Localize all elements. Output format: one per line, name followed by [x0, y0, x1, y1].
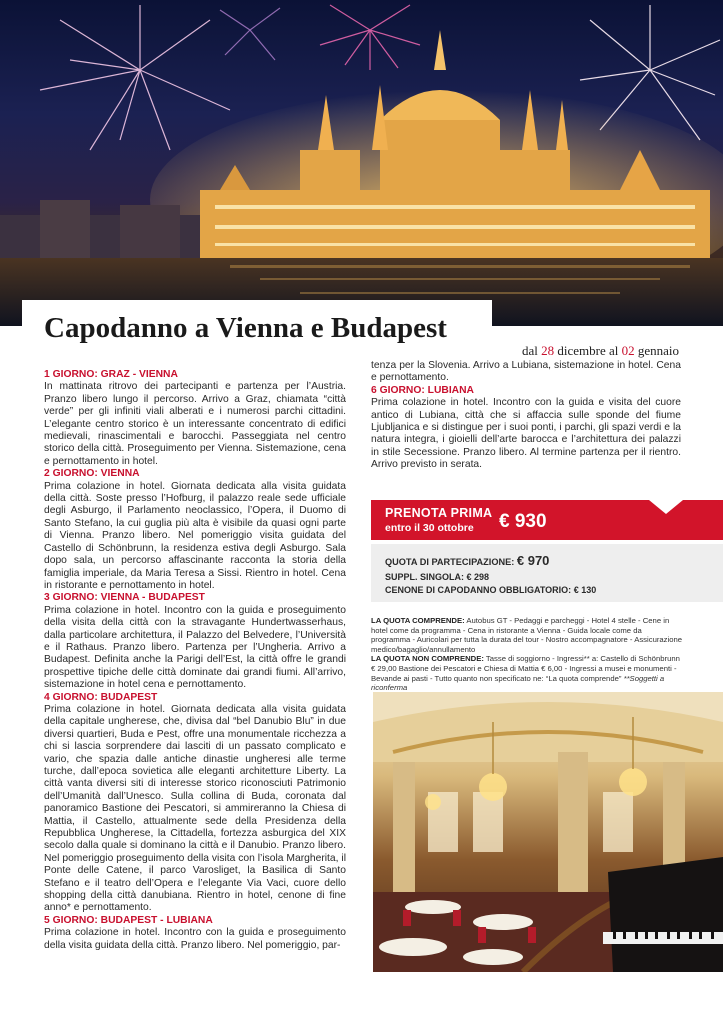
day-place: LUBIANA	[427, 384, 474, 396]
day-1	[44, 369, 346, 468]
day-label: 1 GIORNO:	[44, 369, 98, 380]
single-supplement-row	[385, 571, 489, 584]
quota-row	[385, 554, 549, 569]
day-place: BUDAPEST - LUBIANA	[100, 914, 213, 926]
early-booking-deadline: entro il 30 ottobre	[385, 522, 474, 534]
single-value: € 298	[466, 572, 490, 582]
terms-notes	[371, 616, 683, 693]
quota-label: QUOTA DI PARTECIPAZIONE:	[385, 557, 515, 567]
day-2	[44, 468, 346, 592]
day-6	[371, 385, 681, 472]
page-title: Capodanno a Vienna e Budapest	[44, 312, 447, 344]
single-label: SUPPL. SINGOLA:	[385, 572, 465, 582]
day-description: Prima colazione in hotel. Incontro con la guida e visita del cuore antico di Lubiana, città che si affaccia sulle sponde del fiume Ljubljanica e si distingue per i suoi ponti, i parchi, gli spazi verdi e la natura integra, i gioielli dell’arte barocca e l’architettura dei palazzi in stile Secessione. Pranzo libero. Al termine partenza per il rientro. Arrivo previsto in serata.	[371, 397, 681, 471]
start-month: dicembre al	[557, 343, 619, 358]
itinerary-right-column	[371, 360, 681, 472]
grand-piano	[603, 857, 723, 972]
banner-notch	[649, 500, 683, 514]
itinerary-left-column	[44, 369, 346, 952]
start-day: 28	[541, 343, 555, 358]
day-description: Prima colazione in hotel. Giornata dedicata alla visita guidata della capitale ungherese, che, divisa dal “bel Danubio Blu” in due diversi quartieri, Buda e Pest, offre una monumentale ricchezza a chi si lascia sorprendere dai lasciti di un passato complicato e vario, che spazia dalle antiche dinastie ungheresi alle terme turche, dall’epoca sovietica alle eleganti architetture Liberty. La città vanta diversi siti di interesse storico riconosciuti Patrimonio dell’Umanità dall’Unesco. Sulla collina di Buda, coronata dal panoramico Bastione dei Pescatori, si ammireranno la Chiesa di Mattia, il Castello, attualmente sede della Presidenza della Repubblica Ungherese, la Cittadella, fortezza asburgica del XIX secolo dalla quale si dominano la città e il Danubio. Pranzo libero. Nel pomeriggio proseguimento della visita con l’isola Margherita, il Ponte delle Catene, il parco Varosliget, la Basilica di Santo Stefano e il teatro dell’Opera e l’elegante Via Vaci, cuore dello shopping della città danubiana. Rientro in hotel, cenone di fine anno* e pernottamento.	[44, 703, 346, 914]
day-label: 3 GIORNO:	[44, 592, 98, 604]
early-booking-banner	[371, 500, 723, 540]
day-5-continuation: tenza per la Slovenia. Arrivo a Lubiana, sistemazione in hotel. Cena e pernottamento.	[371, 360, 681, 384]
early-booking-label: PRENOTA PRIMA	[385, 506, 493, 520]
cenone-value: € 130	[573, 585, 597, 595]
cenone-row	[385, 584, 596, 597]
day-label: 6 GIORNO:	[371, 384, 425, 396]
excludes-label: LA QUOTA NON COMPRENDE:	[371, 654, 484, 664]
end-month: gennaio	[637, 343, 680, 358]
day-5	[44, 915, 346, 952]
pricing-panel	[371, 544, 723, 602]
day-label: 5 GIORNO:	[44, 914, 98, 926]
day-place: VIENNA - BUDAPEST	[100, 592, 205, 604]
day-3	[44, 592, 346, 691]
excludes-text: Tasse di soggiorno - Ingressi** a: Castello di Schönbrunn € 29,00 Bastione dei Pescatori e Chiesa di Mattia € 6,00 - Ingressi a musei e monumenti - Bevande ai pasti - Tutto quanto non specificato ne: “La quota comprende”	[371, 654, 680, 683]
day-label: 2 GIORNO:	[44, 468, 98, 480]
includes-text: Autobus GT - Pedaggi e parcheggi - Hotel 4 stelle - Cene in hotel come da programma - Cena in ristorante a Vienna - Guida locale come da programma - Auricolari per tutta la durata del tour - Nostro accompagnatore - Assicurazione medico/bagaglio/annullamento	[371, 616, 683, 654]
day-description: Prima colazione in hotel. Giornata dedicata alla visita guidata della città. Soste presso l’Hofburg, il palazzo reale sede ufficiale degli Asburgo, il Parlamento neoclassico, l’Opera, il Duomo di Santo Stefano, la cui guglia più alta è visibile da quasi ogni parte di Vienna. Pranzo libero. Nel pomeriggio visita guidata del Castello di Schönbrunn, la residenza estiva degli Asburgo. Sala dopo sala, un percorso affascinante racconta la storia della famiglia imperiale, da Maria Teresa a Sissi. Rientro in hotel. Cena in ristorante e pernottamento in hotel.	[44, 480, 346, 591]
dates-prefix: dal	[522, 343, 538, 358]
travel-dates	[522, 343, 679, 359]
end-day: 02	[621, 343, 635, 358]
day-description: In mattinata ritrovo dei partecipanti e partenza per l’Austria. Pranzo libero lungo il percorso. Arrivo a Graz, chiamata “città verde” per gli infiniti viali alberati e i numerosi parchi cittadini. L’elegante centro storico è un interessante concentrato di edifici medievali, rinascimentali e barocchi. Passeggiata nel centro storico della città. Proseguimento per Vienna. Sistemazione, cena e pernottamento in hotel.	[44, 381, 346, 467]
restaurant-photo	[373, 692, 723, 972]
day-place: VIENNA	[100, 468, 140, 480]
day-place: GRAZ - VIENNA	[100, 369, 178, 380]
footnote: **Soggetti a riconferma	[371, 673, 665, 693]
quota-value: € 970	[516, 553, 550, 568]
day-4	[44, 692, 346, 915]
hero-image-budapest-parliament-fireworks	[0, 0, 723, 326]
early-booking-price: € 930	[499, 511, 547, 532]
day-place: BUDAPEST	[100, 691, 158, 703]
day-description: Prima colazione in hotel. Incontro con la guida e proseguimento della visita guidata della città. Pranzo libero. Nel pomeriggio, par-	[44, 927, 346, 951]
restaurant-illustration	[373, 692, 723, 972]
cenone-label: CENONE DI CAPODANNO OBBLIGATORIO:	[385, 585, 572, 595]
day-label: 4 GIORNO:	[44, 691, 98, 703]
hero-illustration	[0, 0, 723, 326]
day-description: Prima colazione in hotel. Incontro con la guida e proseguimento della visita della città con la stravagante Hundertwasserhaus, dalla particolare architettura, il Palazzo del Belvedere, l’Università e il Rathaus. Pranzo libero. Partenza per l’Ungheria. Arrivo a Budapest. Definita anche la Parigi dell’Est, la città offre le grandi prospettive tipiche delle città dominate dai grandi fiumi. All’arrivo, sistemazione in hotel cena e pernottamento.	[44, 604, 346, 691]
includes-label: LA QUOTA COMPRENDE:	[371, 616, 465, 625]
